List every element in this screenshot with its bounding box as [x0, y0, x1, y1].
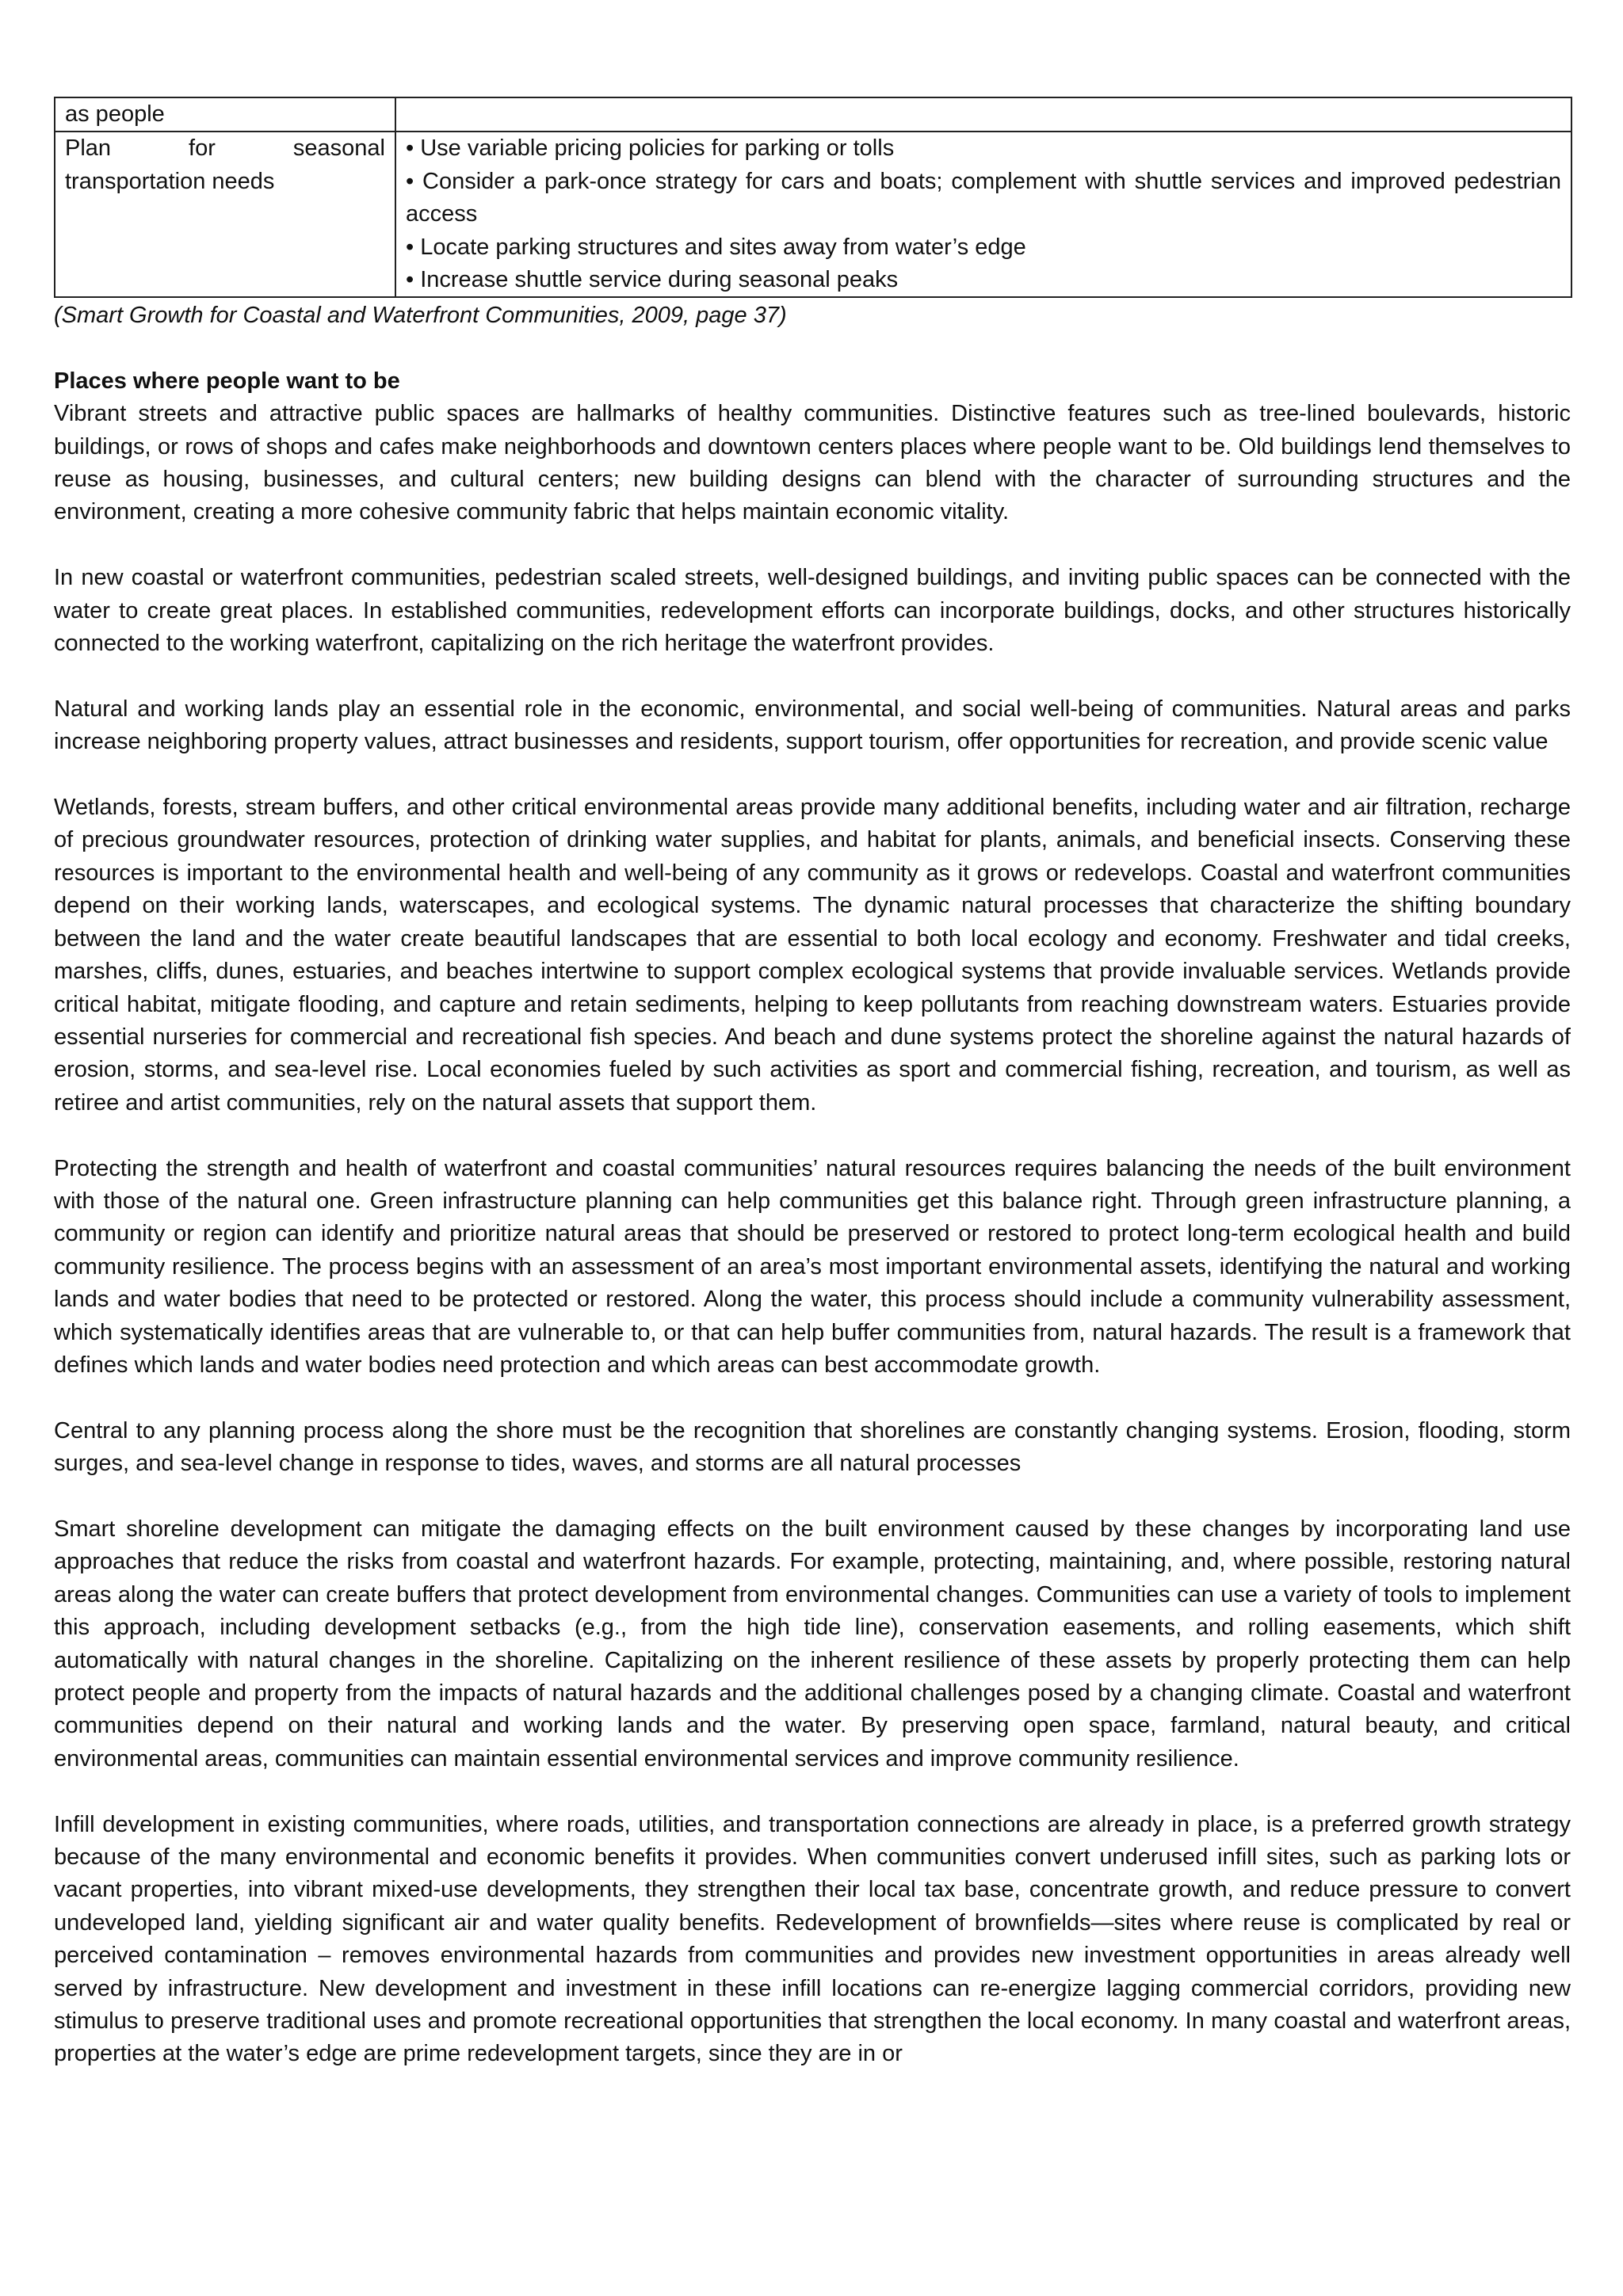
- table-row: [55, 132, 1571, 297]
- strategy-table: [54, 97, 1572, 298]
- body-paragraph: Smart shoreline development can mitigate the damaging effects on the built environment caused by these changes by incorporating land use approaches that reduce the risks from coastal and waterfront hazards. For example, protecting, maintaining, and, where possible, restoring natural areas along the water can create buffers that protect development from environmental changes. Communities can use a variety of tools to implement this approach, including development setbacks (e.g., from the high tide line), conservation easements, and rolling easements, which shift automatically with natural changes in the shoreline. Capitalizing on the inherent resilience of these assets by properly protecting them can help protect people and property from the impacts of natural hazards and the additional challenges posed by a changing climate. Coastal and waterfront communities depend on their natural and working lands and the water. By preserving open space, farmland, natural beauty, and critical environmental areas, communities can maintain essential environmental services and improve community resilience.: [54, 1516, 1571, 1772]
- table-cell-label: as people: [55, 97, 395, 132]
- bullet-item: • Use variable pricing policies for parking or tolls: [406, 135, 895, 162]
- body-paragraph: Infill development in existing communities, where roads, utilities, and transportation connections are already in place, is a preferred growth strategy because of the many environmental and economic benefits it provides. When communities convert underused infill sites, such as parking lots or vacant properties, into vibrant mixed-use developments, they strengthen their local tax base, concentrate growth, and reduce pressure to convert undeveloped land, yielding significant air and water quality benefits. Redevelopment of brownfields—sites where reuse is complicated by real or perceived contamination – removes environmental hazards from communities and provides new investment opportunities in areas already well served by infrastructure. New development and investment in these infill locations can re-energize lagging commercial corridors, providing new stimulus to preserve traditional uses and promote recreational opportunities that strengthen the local economy. In many coastal and waterfront areas, properties at the water’s edge are prime redevelopment targets, since they are in or: [54, 1811, 1571, 2067]
- body-paragraph: Central to any planning process along the shore must be the recognition that shorelines are constantly changing systems. Erosion, flooding, storm surges, and sea-level change in response to tides, waves, and storms are all natural processes: [54, 1417, 1571, 1477]
- section-heading: Places where people want to be: [54, 368, 400, 394]
- body-paragraph: Natural and working lands play an essential role in the economic, environmental, and social well-being of communities. Natural areas and parks increase neighboring property values, attract businesses and residents, support tourism, offer opportunities for recreation, and provide scenic value: [54, 696, 1571, 755]
- bullet-item: • Locate parking structures and sites away from water’s edge: [406, 234, 1026, 260]
- bullet-item: • Increase shuttle service during seasonal peaks: [406, 267, 899, 293]
- body-paragraph: In new coastal or waterfront communities, pedestrian scaled streets, well-designed buildings, and inviting public spaces can be connected with the water to create great places. In established communities, redevelopment efforts can incorporate buildings, docks, and other structures historically connected to the working waterfront, capitalizing on the rich heritage the waterfront provides.: [54, 565, 1571, 657]
- table-cell-strategies: [395, 97, 1571, 132]
- table-row: [55, 97, 1571, 132]
- document-page: [54, 97, 1571, 2071]
- bullet-item: • Consider a park-once strategy for cars and boats; complement with shuttle services and improved pedestrian access: [406, 168, 1561, 227]
- table-caption: (Smart Growth for Coastal and Waterfront Communities, 2009, page 37): [54, 303, 787, 329]
- table-cell-strategies: [395, 132, 1571, 297]
- body-paragraph: Protecting the strength and health of waterfront and coastal communities’ natural resources requires balancing the needs of the built environment with those of the natural one. Green infrastructure planning can help communities get this balance right. Through green infrastructure planning, a community or region can identify and prioritize natural areas that should be preserved or restored to protect long-term ecological health and build community resilience. The process begins with an assessment of an area’s most important environmental assets, identifying the natural and working lands and water bodies that need to be protected or restored. Along the water, this process should include a community vulnerability assessment, which systematically identifies areas that are vulnerable to, or that can help buffer communities from, natural hazards. The result is a framework that defines which lands and water bodies need protection and which areas can best accommodate growth.: [54, 1155, 1571, 1378]
- table-cell-label: Plan for seasonal transportation needs: [55, 132, 395, 297]
- body-paragraph: Vibrant streets and attractive public spaces are hallmarks of healthy communities. Distinctive features such as tree-lined boulevards, historic buildings, or rows of shops and cafes make neighborhoods and downtown centers places where people want to be. Old buildings lend themselves to reuse as housing, businesses, and cultural centers; new building designs can blend with the character of surrounding structures and the environment, creating a more cohesive community fabric that helps maintain economic vitality.: [54, 401, 1571, 525]
- body-paragraph: Wetlands, forests, stream buffers, and other critical environmental areas provide many additional benefits, including water and air filtration, recharge of precious groundwater resources, protection of drinking water supplies, and habitat for plants, animals, and beneficial insects. Conserving these resources is important to the environmental health and well-being of any community as it grows or redevelops. Coastal and waterfront communities depend on their working lands, waterscapes, and ecological systems. The dynamic natural processes that characterize the shifting boundary between the land and the water create beautiful landscapes that are essential to both local ecology and economy. Freshwater and tidal creeks, marshes, cliffs, dunes, estuaries, and beaches intertwine to support complex ecological systems that provide invaluable services. Wetlands provide critical habitat, mitigate flooding, and capture and retain sediments, helping to keep pollutants from reaching downstream waters. Estuaries provide essential nurseries for commercial and recreational fish species. And beach and dune systems protect the shoreline against the natural hazards of erosion, storms, and sea-level rise. Local economies fueled by such activities as sport and commercial fishing, recreation, and tourism, as well as retiree and artist communities, rely on the natural assets that support them.: [54, 795, 1571, 1116]
